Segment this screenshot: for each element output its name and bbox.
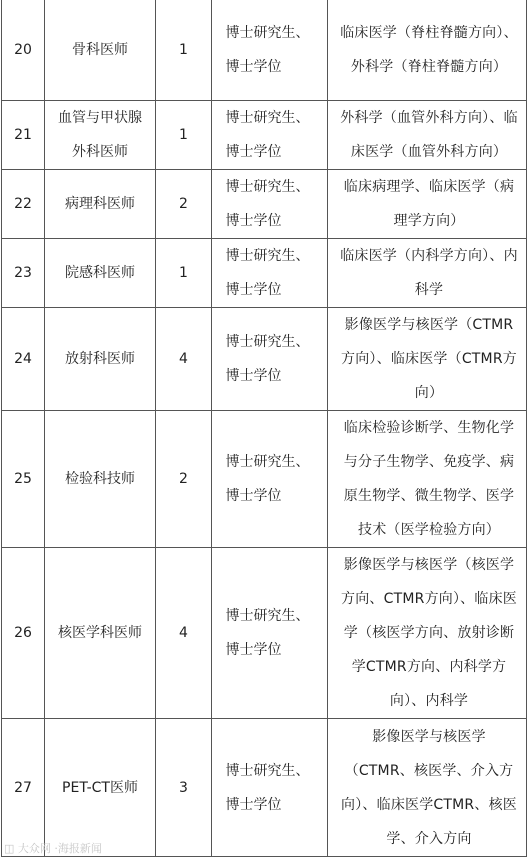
major-text: 临床检验诊断学、生物化学与分子生物学、免疫学、病原生物学、微生物学、医学技术（医学检验方向） [343, 420, 515, 538]
degree-requirement [212, 308, 328, 411]
degree-text: 博士研究生、博士学位 [225, 25, 310, 75]
hire-count: 3 [156, 719, 212, 857]
row-number: 26 [2, 548, 45, 719]
major-requirement [328, 308, 527, 411]
row-number: 20 [2, 0, 45, 101]
brand-logo-icon: ◫ [4, 842, 15, 855]
major-requirement [328, 239, 527, 308]
degree-text: 博士研究生、博士学位 [225, 179, 310, 229]
position-name [45, 411, 156, 548]
major-text: 影像医学与核医学（核医学方向、CTMR方向）、临床医学（核医学方向、放射诊断学CTMR方向、内科学方向）、内科学 [341, 557, 517, 709]
degree-text: 博士研究生、博士学位 [225, 762, 310, 813]
position-text: 血管与甲状腺外科医师 [58, 110, 142, 160]
degree-requirement [212, 0, 328, 101]
hire-count: 1 [156, 101, 212, 170]
position-text: 院感科医师 [65, 265, 135, 281]
degree-requirement [212, 719, 328, 857]
table-row [2, 548, 527, 719]
major-text: 影像医学与核医学（CTMR方向）、临床医学（CTMR方向） [341, 317, 517, 401]
position-name [45, 170, 156, 239]
hire-count: 2 [156, 170, 212, 239]
major-requirement [328, 0, 527, 101]
degree-text: 博士研究生、博士学位 [225, 454, 310, 504]
position-text: 病理科医师 [65, 196, 135, 212]
position-text: 核医学科医师 [58, 625, 142, 641]
major-requirement [328, 548, 527, 719]
recruitment-table [1, 0, 527, 857]
degree-requirement [212, 411, 328, 548]
position-text: PET-CT医师 [62, 779, 138, 796]
table-row [2, 411, 527, 548]
watermark [4, 842, 102, 856]
position-name [45, 308, 156, 411]
table-row [2, 101, 527, 170]
position-name [45, 101, 156, 170]
table-row [2, 170, 527, 239]
degree-requirement [212, 239, 328, 308]
table-row [2, 239, 527, 308]
major-text: 临床医学（内科学方向）、内科学 [340, 248, 518, 298]
position-name [45, 719, 156, 857]
table-row [2, 0, 527, 101]
major-requirement [328, 170, 527, 239]
hire-count: 2 [156, 411, 212, 548]
position-text: 骨科医师 [72, 42, 128, 58]
degree-text: 博士研究生、博士学位 [225, 334, 310, 384]
row-number: 23 [2, 239, 45, 308]
major-text: 临床医学（脊柱脊髓方向）、外科学（脊柱脊髓方向） [340, 25, 518, 75]
major-requirement [328, 411, 527, 548]
major-text: 外科学（血管外科方向）、临床医学（血管外科方向） [340, 110, 518, 160]
hire-count: 4 [156, 548, 212, 719]
degree-requirement [212, 101, 328, 170]
row-number: 25 [2, 411, 45, 548]
table-row [2, 719, 527, 857]
position-name [45, 0, 156, 101]
row-number: 27 [2, 719, 45, 857]
row-number: 24 [2, 308, 45, 411]
major-text: 影像医学与核医学（CTMR、核医学、介入方向）、临床医学CTMR、核医学、介入方向 [341, 728, 517, 847]
major-requirement [328, 101, 527, 170]
hire-count: 4 [156, 308, 212, 411]
degree-text: 博士研究生、博士学位 [225, 110, 310, 160]
watermark-text: 大众网 ·海报新闻 [17, 842, 102, 855]
degree-text: 博士研究生、博士学位 [225, 608, 310, 658]
position-name [45, 239, 156, 308]
hire-count: 1 [156, 0, 212, 101]
table-row [2, 308, 527, 411]
major-text: 临床病理学、临床医学（病理学方向） [343, 179, 515, 229]
row-number: 22 [2, 170, 45, 239]
row-number: 21 [2, 101, 45, 170]
degree-text: 博士研究生、博士学位 [225, 248, 310, 298]
position-text: 放射科医师 [65, 351, 135, 367]
degree-requirement [212, 548, 328, 719]
hire-count: 1 [156, 239, 212, 308]
major-requirement [328, 719, 527, 857]
degree-requirement [212, 170, 328, 239]
position-text: 检验科技师 [65, 471, 135, 487]
position-name [45, 548, 156, 719]
